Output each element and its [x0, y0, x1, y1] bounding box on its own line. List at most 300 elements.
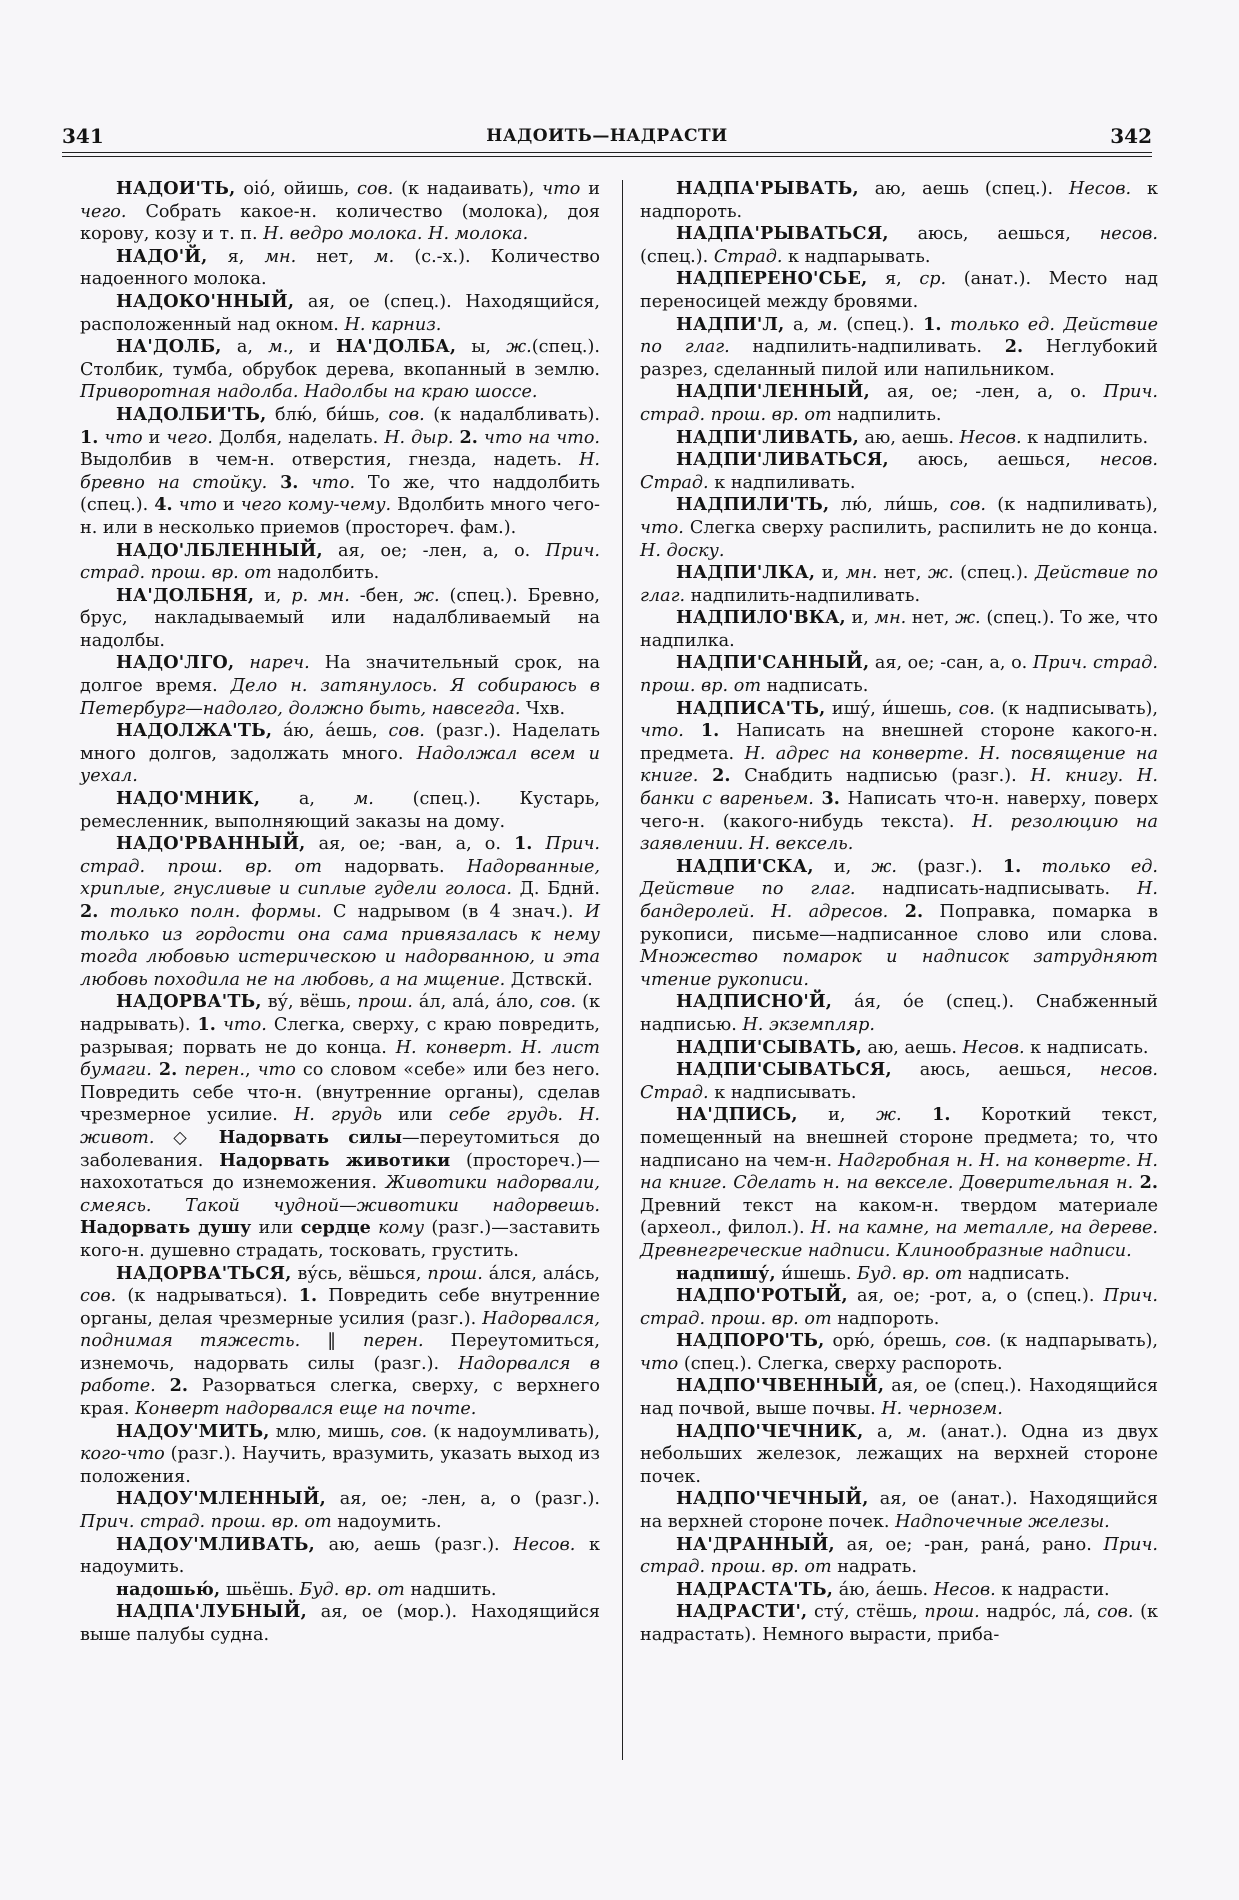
entry-text: (к надпарывать), [991, 1331, 1158, 1352]
dictionary-entry [640, 652, 1158, 697]
dictionary-entry [80, 1534, 600, 1579]
dictionary-entry [80, 1601, 600, 1646]
dictionary-entry [80, 1263, 600, 1421]
entry-text: С надрывом (в 4 знач.). [321, 902, 585, 922]
bold-text: Надорвать душу [80, 1217, 252, 1239]
entry-text: (разг.)—заставить кого-н. душевно страдать, тосковать, грустить. [80, 1218, 600, 1261]
dictionary-entry [80, 1421, 600, 1489]
entry-text: а, [784, 314, 818, 335]
bold-text: 1. [80, 426, 99, 448]
entry-text: Написать на внешней стороне какого-н. предмета. [640, 721, 1159, 764]
entry-text: То же, что наддолбить (спец.). [80, 472, 600, 516]
entry-text: ая, ое; -сан, а, о. [869, 653, 1033, 674]
italic-text: чего кому-чему. [240, 495, 392, 516]
entry-text: со словом «себе» или без него. Повредить себе что-н. (внутренние органы), сделав чрезмерное усилие. [80, 1060, 601, 1126]
italic-text: Буд. вр. от [857, 1263, 963, 1284]
entry-text: а, [221, 337, 269, 358]
headword: НАДПЕРЕНО'СЬЕ, [676, 268, 868, 290]
dictionary-entry [80, 1579, 600, 1602]
entry-text: а́ю, а́ешь, [272, 721, 389, 742]
entry-text: к надпиливать. [708, 472, 856, 493]
entry-text: я, [207, 246, 265, 267]
italic-text: прош. [357, 992, 413, 1013]
italic-text: Действие по глаг. [640, 563, 1158, 606]
italic-text: себе грудь. Н. живот. [80, 1105, 600, 1148]
entry-text [942, 315, 951, 335]
entry-text [814, 789, 822, 809]
headword: НАДПОРО'ТЬ, [676, 1330, 825, 1352]
entry-text: На значительный срок, на долгое время. [80, 653, 601, 697]
italic-text: Н. ведро молока. Н. молока. [263, 224, 529, 245]
entry-text: , [244, 1060, 258, 1081]
entry-text: Написать что-н. наверху, поверх чего-н. (какого-нибудь текста). [640, 789, 1159, 832]
entry-text: и́шешь. [775, 1263, 858, 1284]
entry-text: аюсь, аешься, [891, 1060, 1100, 1081]
italic-text: сов. [357, 179, 394, 199]
italic-text: Несов. [962, 1037, 1025, 1058]
italic-text: что. [311, 472, 356, 493]
headword: НАДРАСТА'ТЬ, [676, 1578, 834, 1600]
entry-text: (спец.). То же, что надпилка. [640, 608, 1158, 651]
entry-text: к надписывать. [708, 1082, 857, 1103]
entry-text: к надрасти. [995, 1579, 1110, 1600]
dictionary-entry [80, 1488, 600, 1533]
dictionary-entry [80, 788, 600, 833]
bold-text: 2. [169, 1375, 188, 1397]
italic-text: мн. [264, 246, 297, 267]
entry-text [234, 653, 249, 673]
header-rule-thin [62, 156, 1152, 157]
bold-text: 3. [821, 788, 840, 810]
entry-text: сту́, стёшь, [807, 1602, 925, 1623]
dictionary-entry [640, 178, 1158, 223]
headword: НАДОРВА'ТЬ, [116, 991, 262, 1013]
headword: НАДПА'РЫВАТЬ, [676, 178, 859, 199]
headword: НАДПИЛИ'ТЬ, [676, 494, 830, 516]
italic-text: Приворотная надолба. Надолбы на краю шоссе. [80, 382, 538, 403]
headword: НАДО'РВАННЫЙ, [116, 833, 306, 855]
italic-text: Надгробная н. Н. на конверте. Н. на книге. Сделать н. на векселе. Доверительная н. [640, 1150, 1158, 1194]
entry-text: аю, аешь (разг.). [314, 1534, 514, 1555]
italic-text: только ед. Действие по глаг. [640, 314, 1159, 358]
bold-text: сердце [300, 1217, 371, 1239]
entry-text: надорвать. [321, 856, 467, 877]
entry-text: или [251, 1218, 301, 1239]
headword: надошью́, [116, 1578, 221, 1600]
italic-text: Прич. страд. прош. вр. от [80, 540, 600, 584]
italic-text: что на что. [483, 427, 601, 448]
entry-text: и, [813, 856, 872, 877]
italic-text: Несов. [933, 1579, 996, 1600]
italic-text: ж. [928, 563, 954, 584]
italic-text: Н. доску. [640, 540, 725, 561]
entry-text: а́лся, ала́сь, [482, 1263, 601, 1284]
entry-text [267, 473, 280, 493]
entry-text: к надпороть. [640, 179, 1159, 222]
italic-text: чего. [166, 427, 213, 448]
entry-text: Долбя, наделать. [212, 427, 385, 448]
italic-text: Прич. страд. прош. вр. от [640, 1286, 1158, 1329]
italic-text: ср. [919, 269, 947, 290]
italic-text: Н. адрес на конверте. Н. посвящение на книге. [640, 743, 1158, 787]
entry-text: ‖ [300, 1331, 364, 1352]
entry-text: (спец.). Кустарь, ремесленник, выполняющий заказы на дому. [80, 789, 600, 832]
entry-text [532, 834, 545, 854]
entry-text: ая, ое; -лен, а, о. [869, 382, 1104, 403]
dictionary-entry [640, 607, 1158, 652]
bold-text: 1. [514, 833, 533, 855]
italic-text: Надолжал всем и уехал. [80, 743, 600, 787]
entry-text: (спец.). [837, 314, 924, 335]
italic-text: Прич. страд. прош. вр. от [80, 834, 601, 877]
entry-text: надрать. [831, 1557, 917, 1578]
entry-text: ишу́, и́шешь, [825, 698, 959, 719]
italic-text: Надорвался в работе. [80, 1353, 600, 1397]
italic-text: нареч. [249, 653, 310, 674]
dictionary-entry [640, 449, 1158, 494]
entry-text: а́я, о́е (спец.). Снабженный надписью. [640, 992, 1158, 1035]
headword: НАДОРВА'ТЬСЯ, [116, 1262, 292, 1284]
entry-text: а́л, ала́, а́ло, [412, 992, 540, 1013]
entry-text: ву́сь, вёшься, [291, 1263, 428, 1284]
italic-text: Несов. [959, 427, 1022, 448]
italic-text: Надпочечные железы. [895, 1512, 1110, 1533]
italic-text: Несов. [1069, 179, 1132, 199]
entry-text: , и [288, 337, 337, 358]
italic-text: Прич. страд. прош. вр. от [640, 653, 1158, 697]
entry-text: шьёшь. [220, 1579, 300, 1600]
headword: НАДПИ'ЛИВАТЬ, [676, 426, 859, 448]
entry-text: надпилить. [831, 404, 942, 425]
bold-text: 1. [298, 1285, 318, 1307]
dictionary-entry [80, 652, 600, 720]
entry-text: надшить. [404, 1579, 497, 1600]
headword: НАДПА'ЛУБНЫЙ, [116, 1601, 307, 1623]
entry-text: и [580, 179, 600, 199]
italic-text: сов. [958, 698, 995, 719]
headword: НАДПИ'СЫВАТЬ, [676, 1036, 862, 1058]
headword: НАДПИЛО'ВКА, [676, 607, 846, 629]
entry-text [684, 721, 701, 741]
italic-text: Н. дыр. [384, 427, 454, 448]
entry-text: (к надалбливать). [424, 404, 600, 425]
entry-text: и, [254, 585, 292, 606]
headword: НАДПИСА'ТЬ, [676, 697, 826, 719]
dictionary-entry [640, 314, 1158, 382]
headword: НАДПИ'ЛИВАТЬСЯ, [676, 449, 889, 471]
entry-text: Д. Бднй. [511, 879, 600, 900]
headword: НАДПО'ЧВЕННЫЙ, [676, 1375, 885, 1397]
entry-text: надписать. [761, 676, 869, 697]
entry-text: Вдолбить много чего-н. или в несколько приемов (простореч. фам.). [80, 495, 600, 538]
entry-text [156, 1376, 170, 1396]
headword: НА'ДОЛБА, [336, 336, 457, 358]
headword: НАДОКО'ННЫЙ, [116, 290, 295, 312]
headword: НАДПИ'Л, [676, 313, 785, 335]
italic-text: Н. бревно на стойку. [80, 450, 600, 493]
entry-text: (к надпиливать), [986, 495, 1158, 516]
dictionary-entry [640, 1037, 1158, 1060]
bold-text: 2. [158, 1059, 178, 1081]
italic-text: Прич. страд. прош. вр. от [640, 382, 1158, 425]
entry-text: Слегка, сверху, с краю повредить, разрывая; порвать не до конца. [80, 1014, 600, 1058]
dictionary-entry [640, 1534, 1158, 1579]
headword: НАДОЛЖА'ТЬ, [116, 720, 273, 742]
entry-text [902, 1105, 933, 1125]
headword: НАДОУ'МИТЬ, [116, 1420, 270, 1442]
bold-text: 2. [1139, 1172, 1159, 1194]
entry-text [1021, 857, 1041, 877]
entry-text: ая, ое; -рот, а, о (спец.). [847, 1286, 1104, 1307]
dictionary-entry [640, 268, 1158, 313]
bold-text: 3. [280, 471, 299, 493]
entry-text: надпороть. [831, 1308, 940, 1329]
bold-text: 2. [459, 426, 478, 448]
entry-text: и, [815, 563, 846, 584]
entry-text: Чхв. [520, 698, 566, 719]
bold-text: 1. [1002, 855, 1022, 877]
entry-text: надписать. [962, 1263, 1070, 1284]
entry-text: ая, ое (анат.). Находящийся на верхней стороне почек. [640, 1489, 1158, 1533]
entry-text: (анат.). Место над переносицей между бровями. [640, 269, 1158, 312]
dictionary-entry [80, 178, 600, 246]
dictionary-entry [80, 291, 600, 336]
italic-text: что [542, 179, 581, 199]
dictionary-entry [640, 1059, 1158, 1104]
entry-text [888, 902, 904, 922]
entry-text: (спец.). Бревно, брус, накладываемый или надалбливаемый на надолбы. [80, 585, 601, 651]
headword: НАДО'ЛБЛЕННЫЙ, [116, 539, 323, 561]
entry-text: а́ю, а́ешь. [833, 1579, 934, 1600]
entry-text: Повредить себе внутренние органы, делая чрезмерные усилия (разг.). [80, 1286, 600, 1329]
italic-text: Н. конверт. Н. лист бумаги. [80, 1037, 600, 1081]
entry-text: аю, аешь (спец.). [858, 179, 1070, 199]
italic-text: Н. карниз. [344, 314, 442, 335]
entry-text: (к надрастать). Немного вырасти, приба- [640, 1602, 1158, 1645]
headword: НАДОЛБИ'ТЬ, [116, 403, 267, 425]
dictionary-entry [640, 1488, 1158, 1533]
bold-text: 2. [904, 901, 924, 922]
header-rule-thick [62, 152, 1152, 153]
headword: НАДПО'РОТЫЙ, [676, 1285, 848, 1307]
italic-text: сов. [388, 404, 425, 425]
entry-text: Снабдить надписью (разг.). [730, 766, 1031, 787]
italic-text: ж. [413, 585, 440, 606]
headword: НА'ДОЛБ, [116, 336, 222, 358]
dictionary-entry [640, 856, 1158, 992]
entry-text: надпилить-надпиливать. [685, 585, 921, 606]
entry-text: ая, ое (спец.). Находящийся над почвой, выше почвы. [640, 1376, 1158, 1420]
headword: НАДОУ'МЛИВАТЬ, [116, 1533, 315, 1555]
entry-text: и, [797, 1105, 876, 1126]
italic-text: прош. [924, 1602, 980, 1623]
entry-text: и, [845, 608, 875, 629]
entry-text: (с.-х.). Количество надоенного молока. [80, 246, 600, 290]
italic-text: сов. [388, 721, 425, 742]
entry-text: -бен, [349, 585, 414, 606]
headword: НАДПИ'СЫВАТЬСЯ, [676, 1059, 892, 1081]
entry-text: ◇ [154, 1127, 219, 1148]
entry-text: аю, аешь. [858, 427, 960, 448]
headword: НА'ДРАННЫЙ, [676, 1533, 835, 1555]
entry-text: ая, ое (мор.). Находящийся выше палубы судна. [80, 1602, 600, 1645]
italic-text: Н. на камне, на металле, на дереве. Древнегреческие надписи. Клинообразные надписи. [640, 1218, 1158, 1261]
italic-text: м. [906, 1421, 927, 1442]
entry-text: аюсь, аешься, [888, 224, 1100, 245]
entry-text: Выдолбив в чем-н. отверстия, гнезда, надеть. [80, 450, 580, 471]
dictionary-entry [640, 1579, 1158, 1602]
dictionary-entry [80, 991, 600, 1262]
dictionary-entry [80, 540, 600, 585]
dictionary-entry [640, 698, 1158, 856]
italic-text: только ед. Действие по глаг. [640, 856, 1158, 900]
entry-text: (анат.). Одна из двух небольших железок, лежащих на верхней стороне почек. [640, 1421, 1158, 1487]
entry-text: аюсь, аешься, [888, 450, 1100, 471]
entry-text: (спец.). Слегка, сверху распороть. [678, 1353, 1003, 1374]
entry-text: блю́, би́шь, [266, 404, 389, 425]
bold-text: 1. [197, 1013, 216, 1035]
italic-text: чего. [80, 201, 127, 222]
entry-text: млю, мишь, [269, 1421, 391, 1442]
entry-text: аю, аешь. [861, 1037, 963, 1058]
entry-text: Слегка сверху распилить, распилить не до конца. [683, 517, 1158, 538]
bold-text: Надорвать животики [219, 1149, 451, 1171]
italic-text: сов. [949, 495, 986, 516]
entry-text: Дствскй. [505, 969, 593, 990]
entry-text: или [382, 1105, 449, 1126]
entry-text: (к надоумливать), [427, 1421, 600, 1442]
headword: надпишу́, [676, 1262, 776, 1284]
italic-text: Прич. страд. прош. вр. от [80, 1512, 332, 1533]
italic-text: перен. [184, 1060, 245, 1081]
headword: НАДО'МНИК, [116, 788, 261, 810]
italic-text: Н. книгу. Н. банки с вареньем. [640, 766, 1158, 810]
entry-text: а, [863, 1421, 907, 1442]
entry-text: (к надписывать), [994, 698, 1158, 719]
italic-text: Буд. вр. от [299, 1579, 405, 1600]
italic-text: что [178, 495, 217, 516]
italic-text: Конверт надорвался еще на почте. [135, 1399, 477, 1420]
entry-text: (разг.). Научить, вразумить, указать выход из положения. [80, 1444, 600, 1487]
dictionary-entry [80, 720, 600, 788]
entry-text: Переутомиться, изнемочь, надорвать силы (разг.). [80, 1331, 601, 1374]
italic-text: кого-что [80, 1444, 165, 1465]
entry-text: нет, [906, 608, 956, 629]
entry-text: к надписать. [1024, 1037, 1149, 1058]
bold-text: 1. [923, 313, 942, 335]
entry-text: (спец.). [640, 246, 714, 267]
italic-text: что [257, 1060, 296, 1081]
running-head: НАДОИТЬ—НАДРАСТИ [486, 126, 728, 146]
entry-text: ая, ое; -ван, а, о. [305, 834, 515, 855]
italic-text: перен. [363, 1331, 424, 1352]
italic-text: ж. [875, 1105, 902, 1126]
entry-text: Древний текст на каком-н. твердом материале (археол., филол.). [640, 1195, 1158, 1239]
entry-text: я, [867, 269, 920, 290]
italic-text: сов. [1097, 1602, 1134, 1623]
headword: НАДРАСТИ', [676, 1601, 808, 1623]
entry-text: и [142, 427, 167, 448]
italic-text: Множество помарок и надписок затрудняют чтение рукописи. [640, 947, 1158, 990]
dictionary-entry [640, 1104, 1158, 1262]
entry-text: надписать-надписывать. [855, 879, 1138, 900]
entry-text [298, 473, 311, 493]
dictionary-entry [640, 381, 1158, 426]
entry-text: нет, [296, 246, 375, 267]
italic-text: И только из гордости она сама привязалась к нему тогда любовью истерическою и надорванною, и эта любовь походила не на любовь, а на мщение. [80, 902, 601, 990]
bold-text: 1. [932, 1104, 951, 1126]
headword: НАДО'ЛГО, [116, 652, 235, 674]
italic-text: Н. бандеролей. Н. адресов. [640, 879, 1158, 922]
headword: НАДПИ'ЛЕННЫЙ, [676, 381, 870, 403]
italic-text: мн. [845, 563, 878, 584]
entry-text: Короткий текст, помещенный на внешней стороне предмета; то, что надписано на чем-н. [640, 1105, 1158, 1171]
entry-text [698, 766, 712, 786]
headword: НА'ДОЛБНЯ, [116, 584, 255, 606]
left-page-number: 341 [62, 124, 104, 148]
entry-text: надпилить-надпиливать. [729, 337, 1005, 358]
dictionary-entry [640, 1601, 1158, 1646]
entry-text: (к надаивать), [393, 179, 543, 199]
italic-text: Страд. [713, 246, 783, 267]
entry-text: лю́, ли́шь, [829, 495, 950, 516]
entry-text: Разорваться слегка, сверху, с верхнего края. [80, 1376, 600, 1420]
entry-text: (спец.). Столбик, тумба, обрубок дерева, вкопанный в землю. [80, 337, 600, 380]
entry-text: ая, ое (спец.). Находящийся, расположенный над окном. [80, 291, 600, 335]
dictionary-entry [640, 427, 1158, 450]
dictionary-entry [80, 404, 600, 540]
entry-text: ая, ое; -ран, рана́, рано. [834, 1534, 1104, 1555]
entry-text: а, [260, 789, 354, 810]
italic-text: ж. [506, 337, 532, 358]
bold-text: 2. [80, 901, 99, 922]
entry-text: —переутомиться до заболевания. [80, 1127, 600, 1171]
entry-text: ая, ое; -лен, а, о (разг.). [325, 1489, 600, 1510]
italic-text: сов. [390, 1421, 428, 1442]
italic-text: несов. [1099, 224, 1158, 245]
italic-text: несов. Страд. [640, 450, 1158, 493]
entry-text [98, 902, 109, 922]
entry-text: (простореч.)—нахохотаться до изнеможения. [80, 1150, 600, 1194]
entry-text: и [216, 495, 241, 516]
italic-text: сов. [955, 1331, 992, 1352]
italic-text: м. [268, 337, 289, 358]
dictionary-entry [640, 1330, 1158, 1375]
italic-text: м. [374, 246, 395, 267]
entry-text: (к надрывать). [80, 992, 600, 1035]
italic-text: мн. [874, 608, 907, 629]
entry-text: оió, ойишь, [235, 179, 358, 199]
headword: НАДПИ'САННЫЙ, [676, 652, 870, 674]
dictionary-entry [80, 246, 600, 291]
dictionary-entry [640, 1285, 1158, 1330]
italic-text: Н. грудь [293, 1105, 383, 1126]
italic-text: Несов. [513, 1534, 576, 1555]
italic-text: Животики надорвали, смеясь. Такой чудной—животики надорвешь. [80, 1173, 600, 1216]
italic-text: м. [817, 314, 838, 335]
dictionary-entry [640, 562, 1158, 607]
bold-text: Надорвать силы [218, 1126, 403, 1148]
dictionary-entry [80, 336, 600, 404]
entry-text [216, 1015, 223, 1035]
italic-text: несов. Страд. [640, 1060, 1158, 1103]
entry-text [152, 1060, 159, 1080]
entry-text: ву́, вёшь, [261, 992, 358, 1013]
entry-text: (разг.). [897, 856, 1003, 877]
bold-text: 2. [1004, 336, 1024, 358]
entry-text: Собрать какое-н. количество (молока), доя корову, козу и т. п. [80, 201, 600, 245]
italic-text: Н. экземпляр. [742, 1014, 875, 1035]
